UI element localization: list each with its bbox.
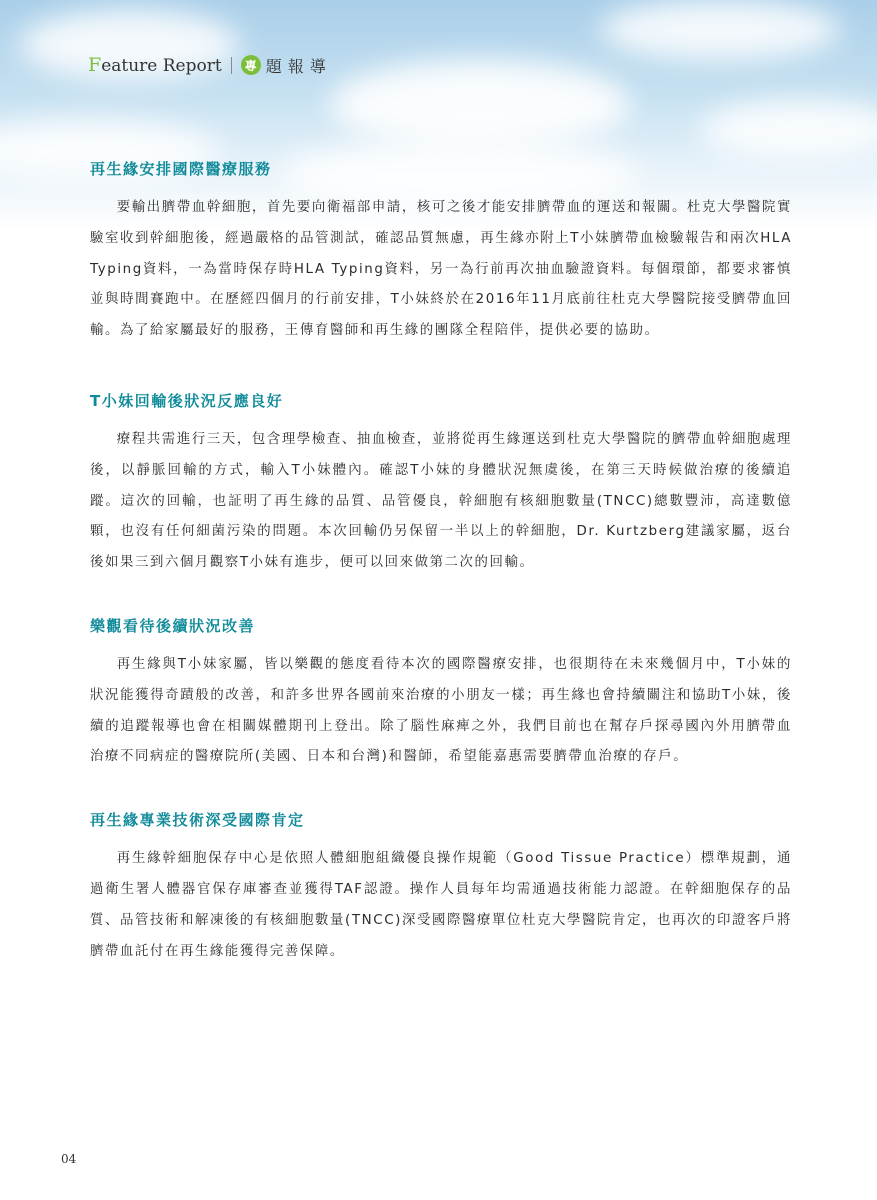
section-paragraph: 療程共需進行三天，包含理學檢查、抽血檢查，並將從再生緣運送到杜克大學醫院的臍帶血幹細胞處理後，以靜脈回輸的方式，輸入T小妹體內。確認T小妹的身體狀況無虞後，在第三天時候做治療的後續追蹤。這次的回輸，也証明了再生緣的品質、品管優良，幹細胞有核細胞數量(TNCC)總數豐沛，高達數億顆，也沒有任何細菌污染的問題。本次回輸仍另保留一半以上的幹細胞，Dr. Kurtzberg建議家屬，返台後如果三到六個月觀察T小妹有進步，便可以回來做第二次的回輸。 bbox=[90, 431, 792, 571]
section-heading: 樂觀看待後續狀況改善 bbox=[90, 616, 256, 635]
article-section bbox=[90, 806, 792, 967]
header-title-initial: F bbox=[88, 54, 102, 76]
page-number: 04 bbox=[61, 1152, 77, 1166]
cloud-decoration bbox=[700, 100, 877, 160]
cloud-decoration bbox=[330, 60, 630, 150]
article-content bbox=[90, 155, 792, 967]
cloud-decoration bbox=[600, 0, 840, 60]
page-header bbox=[88, 50, 332, 80]
feature-badge-icon: 專 bbox=[241, 55, 261, 75]
section-paragraph: 再生緣幹細胞保存中心是依照人體細胞組織優良操作規範（Good Tissue Practice）標準規劃，通過衛生署人體器官保存庫審查並獲得TAF認證。操作人員每年均需通過技術能力認證。在幹細胞保存的品質、品管技術和解凍後的有核細胞數量(TNCC)深受國際醫療單位杜克大學醫院肯定，也再次的印證客戶將臍帶血託付在再生緣能獲得完善保障。 bbox=[90, 851, 792, 959]
header-divider bbox=[231, 57, 232, 74]
header-subtitle: 題報導 bbox=[265, 56, 332, 76]
header-title bbox=[88, 54, 222, 76]
section-paragraph: 要輸出臍帶血幹細胞，首先要向衛福部申請，核可之後才能安排臍帶血的運送和報關。杜克大學醫院實驗室收到幹細胞後，經過嚴格的品管測試，確認品質無慮，再生緣亦附上T小妹臍帶血檢驗報告和兩次HLA Typing資料，一為當時保存時HLA Typing資料，另一為行前再次抽血驗證資料。每個環節，都要求審慎並與時間賽跑中。在歷經四個月的行前安排，T小妹終於在2016年11月底前往杜克大學醫院接受臍帶血回輸。為了給家屬最好的服務，王傳育醫師和再生緣的團隊全程陪伴，提供必要的協助。 bbox=[90, 200, 792, 339]
article-section bbox=[90, 387, 792, 579]
article-section bbox=[90, 155, 792, 347]
header-title-rest: eature Report bbox=[101, 56, 222, 76]
section-heading: 再生緣安排國際醫療服務 bbox=[90, 160, 272, 178]
section-heading: T小妹回輸後狀況反應良好 bbox=[90, 391, 284, 410]
section-heading: 再生緣專業技術深受國際肯定 bbox=[90, 811, 305, 830]
section-paragraph: 再生緣與T小妹家屬，皆以樂觀的態度看待本次的國際醫療安排，也很期待在未來幾個月中，T小妹的狀況能獲得奇蹟般的改善，和許多世界各國前來治療的小朋友一樣；再生緣也會持續關注和協助T小妹，後續的追蹤報導也會在相關媒體期刊上登出。除了腦性麻痺之外，我們目前也在幫存戶探尋國內外用臍帶血治療不同病症的醫療院所(美國、日本和台灣)和醫師，希望能嘉惠需要臍帶血治療的存戶。 bbox=[90, 656, 792, 765]
article-section bbox=[90, 612, 792, 773]
